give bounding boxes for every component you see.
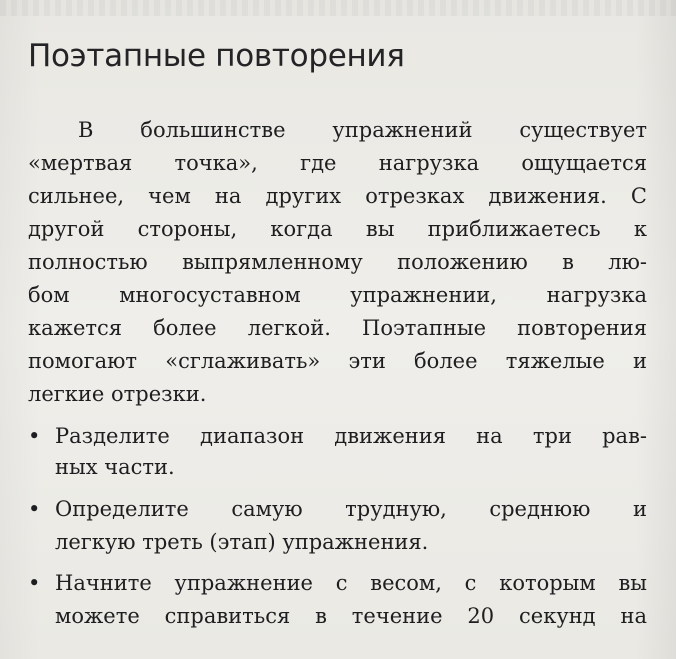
paragraph-line: бом многосуставном упражнении, нагрузка [28, 283, 647, 307]
section-heading: Поэтапные повторения [28, 38, 405, 74]
show-through-top [0, 0, 676, 16]
bullet-line: легкую треть (этап) упражнения. [55, 530, 429, 554]
bullet-marker: • [28, 571, 41, 595]
paragraph-line: В большинстве упражнений существует [78, 118, 647, 142]
bullet-continuation [28, 455, 647, 485]
bullet-line: Разделите диапазон движения на три рав- [55, 424, 647, 448]
bullet-marker: • [28, 497, 41, 521]
bullet-item [28, 424, 647, 454]
bullet-line: Начните упражнение с весом, с которым вы [55, 571, 647, 595]
bullet-line: Определите самую трудную, среднюю и [55, 497, 647, 521]
paragraph-line: сильнее, чем на других отрезках движения. С [28, 184, 647, 208]
paragraph-line: кажется более легкой. Поэтапные повторения [28, 316, 647, 340]
paragraph-line: помогают «сглаживать» эти более тяжелые и [28, 349, 647, 373]
bullet-line: ных части. [55, 455, 175, 479]
paragraph-line: полностью выпрямленному положению в лю- [28, 250, 647, 274]
paragraph-line: «мертвая точка», где нагрузка ощущается [28, 151, 647, 175]
bullet-item [28, 497, 647, 527]
bullet-continuation [28, 604, 647, 634]
paragraph-line: другой стороны, когда вы приближаетесь к [28, 217, 647, 241]
bullet-continuation [28, 530, 647, 560]
bullet-item [28, 571, 647, 601]
bullet-marker: • [28, 424, 41, 448]
bullet-line: можете справиться в течение 20 секунд на [55, 604, 647, 628]
paragraph-line: легкие отрезки. [28, 382, 207, 406]
